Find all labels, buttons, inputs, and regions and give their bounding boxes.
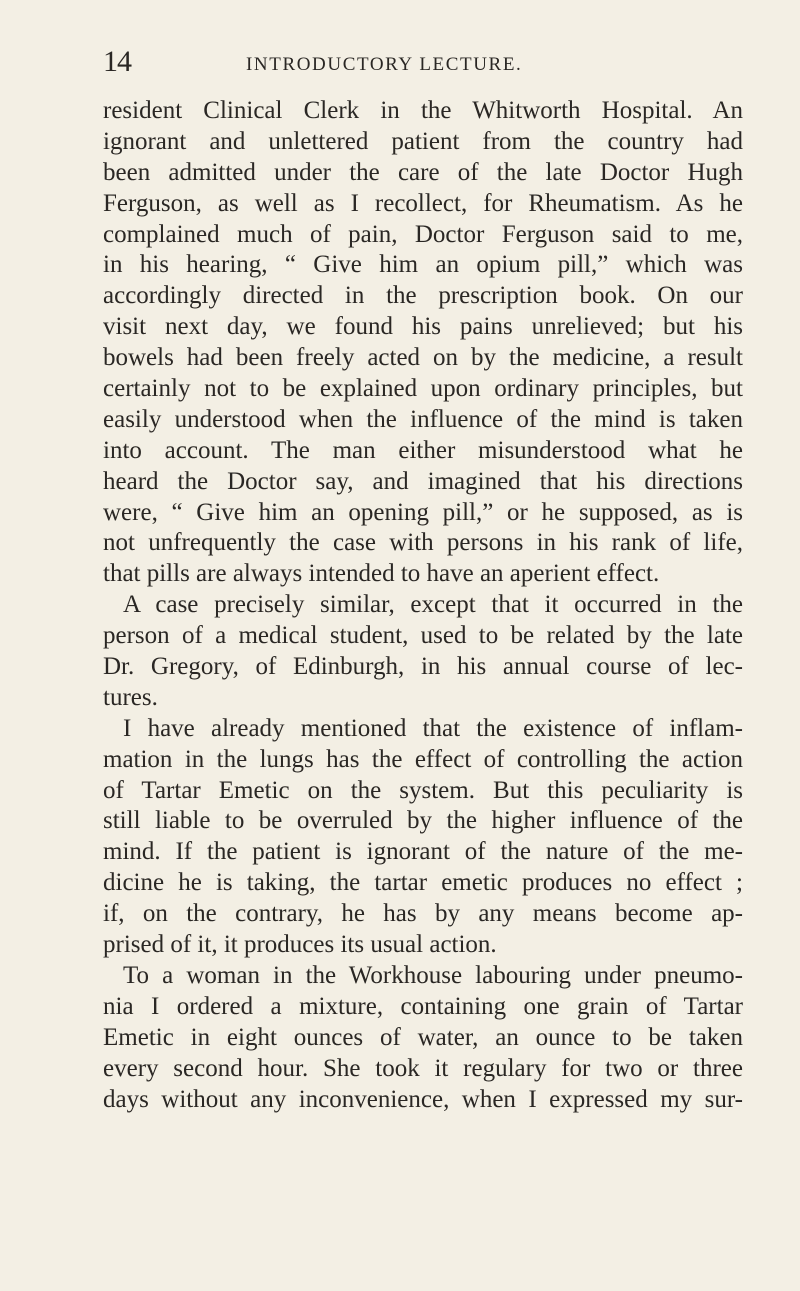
- header-title: INTRODUCTORY LECTURE.: [246, 54, 523, 75]
- text-line: tures.: [103, 683, 158, 711]
- running-head: [103, 44, 743, 84]
- text-line: person of a medical student, used to be related by the late: [103, 622, 743, 650]
- text-line: still liable to be overruled by the higher influence of the: [103, 807, 743, 835]
- text-line: accordingly directed in the prescription book. On our: [103, 282, 743, 310]
- text-line: I have already mentioned that the existence of inflam-: [123, 714, 743, 742]
- text-line: if, on the contrary, he has by any means become ap-: [103, 900, 743, 928]
- text-line: Dr. Gregory, of Edinburgh, in his annual course of lec-: [103, 653, 743, 681]
- text-line: prised of it, it produces its usual action.: [103, 931, 497, 959]
- text-line: mind. If the patient is ignorant of the nature of the me-: [103, 838, 743, 866]
- text-line: ignorant and unlettered patient from the country had: [103, 127, 743, 155]
- text-line: every second hour. She took it regulary for two or three: [103, 1054, 743, 1082]
- text-line: into account. The man either misunderstood what he: [103, 436, 743, 464]
- text-line: in his hearing, “ Give him an opium pill,” which was: [103, 251, 743, 279]
- body-text: [103, 96, 743, 1115]
- text-line: certainly not to be explained upon ordinary principles, but: [103, 375, 743, 403]
- text-line: mation in the lungs has the effect of controlling the action: [103, 745, 743, 773]
- text-line: were, “ Give him an opening pill,” or he supposed, as is: [103, 498, 743, 526]
- text-line: days without any inconvenience, when I expressed my sur-: [103, 1085, 743, 1113]
- text-line: Emetic in eight ounces of water, an ounce to be taken: [103, 1023, 743, 1051]
- text-line: Ferguson, as well as I recollect, for Rheumatism. As he: [103, 189, 743, 217]
- text-line: that pills are always intended to have an aperient effect.: [103, 560, 660, 588]
- page-number: 14: [103, 45, 131, 78]
- text-line: complained much of pain, Doctor Ferguson said to me,: [103, 220, 743, 248]
- text-line: been admitted under the care of the late Doctor Hugh: [103, 158, 743, 186]
- text-line: heard the Doctor say, and imagined that his directions: [103, 467, 743, 495]
- text-line: A case precisely similar, except that it occurred in the: [123, 591, 743, 619]
- text-line: easily understood when the influence of the mind is taken: [103, 405, 743, 433]
- text-line: resident Clinical Clerk in the Whitworth Hospital. An: [103, 97, 743, 124]
- text-line: bowels had been freely acted on by the medicine, a result: [103, 344, 743, 372]
- text-line: of Tartar Emetic on the system. But this peculiarity is: [103, 776, 743, 804]
- text-line: visit next day, we found his pains unrelieved; but his: [103, 313, 743, 341]
- text-line: nia I ordered a mixture, containing one grain of Tartar: [103, 992, 743, 1020]
- text-line: not unfrequently the case with persons in his rank of life,: [103, 529, 743, 557]
- text-line: dicine he is taking, the tartar emetic produces no effect ;: [103, 869, 743, 897]
- text-line: To a woman in the Workhouse labouring under pneumo-: [123, 961, 743, 989]
